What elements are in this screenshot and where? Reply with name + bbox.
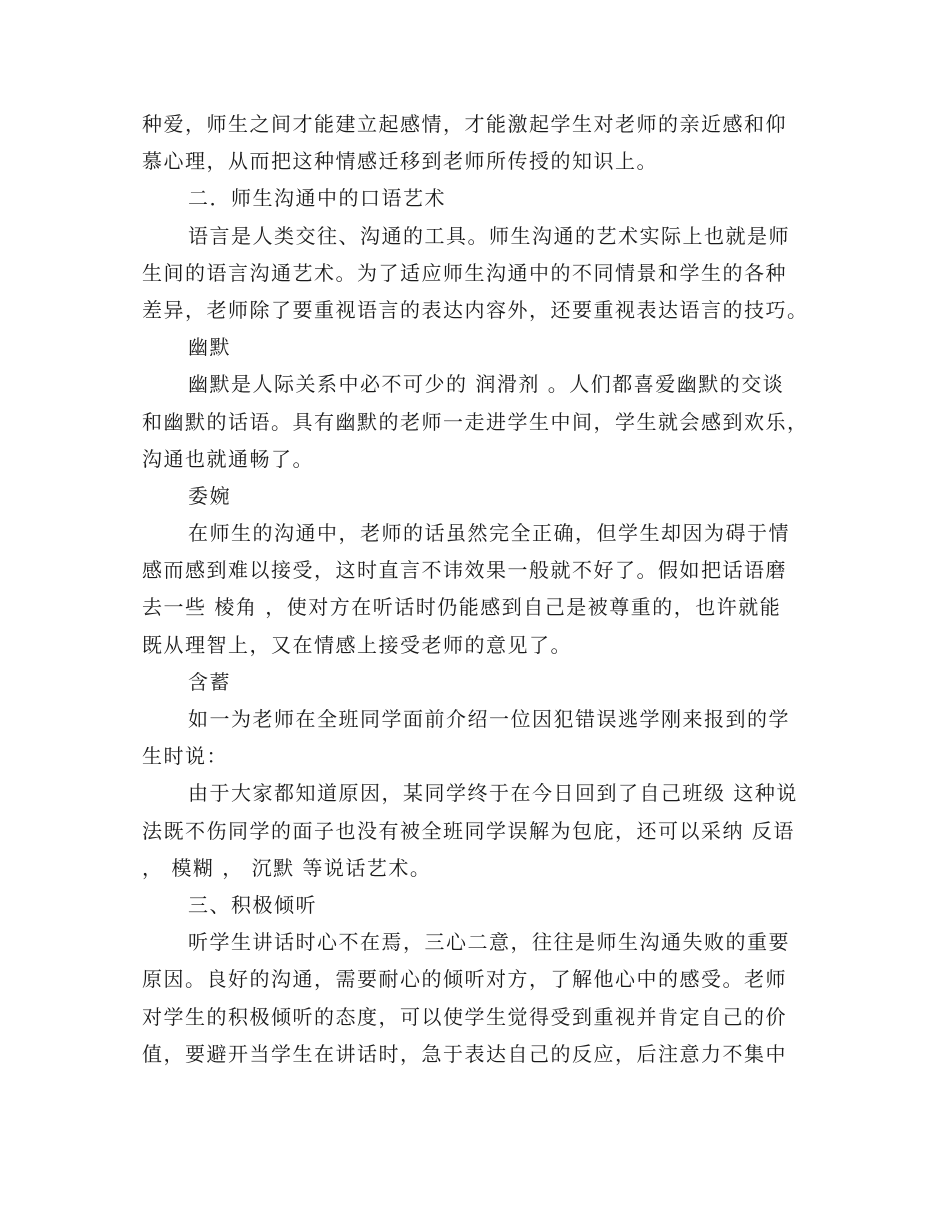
text-line: 种爱，师生之间才能建立起感情，才能激起学生对老师的亲近感和仰 bbox=[142, 112, 787, 136]
text-line: 在师生的沟通中，老师的话虽然完全正确，但学生却因为碍于情 bbox=[188, 521, 790, 546]
text-line: 慕心理，从而把这种情感迁移到老师所传授的知识上。 bbox=[142, 149, 658, 174]
text-line: 去一些 棱角 ，使对方在听话时仍能感到自己是被尊重的，也许就能 bbox=[142, 595, 782, 620]
section-heading: 幽默 bbox=[188, 335, 231, 360]
text-line: ， 模糊 ， 沉默 等说话艺术。 bbox=[142, 855, 432, 880]
section-heading: 委婉 bbox=[188, 483, 231, 508]
text-line: 沟通也就通畅了。 bbox=[142, 446, 314, 471]
text-line: 法既不伤同学的面子也没有被全班同学误解为包庇，还可以采纳 反语 bbox=[142, 818, 795, 843]
section-heading: 含蓄 bbox=[188, 669, 231, 694]
section-heading: 三、积极倾听 bbox=[188, 892, 317, 917]
text-line: 生时说： bbox=[142, 744, 228, 769]
text-line: 幽默是人际关系中必不可少的 润滑剂 。人们都喜爱幽默的交谈 bbox=[188, 372, 785, 397]
document-body bbox=[142, 106, 810, 1073]
text-line: 原因。良好的沟通，需要耐心的倾听对方，了解他心中的感受。老师 bbox=[142, 967, 787, 992]
text-line: 听学生讲话时心不在焉，三心二意，往往是师生沟通失败的重要 bbox=[188, 930, 790, 955]
text-line: 和幽默的话语。具有幽默的老师一走进学生中间，学生就会感到欢乐， bbox=[142, 409, 809, 434]
text-line: 差异，老师除了要重视语言的表达内容外，还要重视表达语言的技巧。 bbox=[142, 297, 809, 322]
text-line: 由于大家都知道原因，某同学终于在今日回到了自己班级 这种说 bbox=[188, 781, 798, 806]
text-line: 对学生的积极倾听的态度，可以使学生觉得受到重视并肯定自己的价 bbox=[142, 1004, 787, 1029]
text-line: 语言是人类交往、沟通的工具。师生沟通的艺术实际上也就是师 bbox=[188, 223, 790, 248]
text-line: 感而感到难以接受，这时直言不讳效果一般就不好了。假如把话语磨 bbox=[142, 558, 787, 583]
section-heading: 二．师生沟通中的口语艺术 bbox=[188, 186, 446, 211]
text-line: 生间的语言沟通艺术。为了适应师生沟通中的不同情景和学生的各种 bbox=[142, 260, 787, 285]
text-line: 既从理智上，又在情感上接受老师的意见了。 bbox=[142, 632, 572, 657]
text-line: 值，要避开当学生在讲话时，急于表达自己的反应，后注意力不集中 bbox=[142, 1041, 787, 1066]
text-line: 如一为老师在全班同学面前介绍一位因犯错误逃学刚来报到的学 bbox=[188, 707, 790, 731]
